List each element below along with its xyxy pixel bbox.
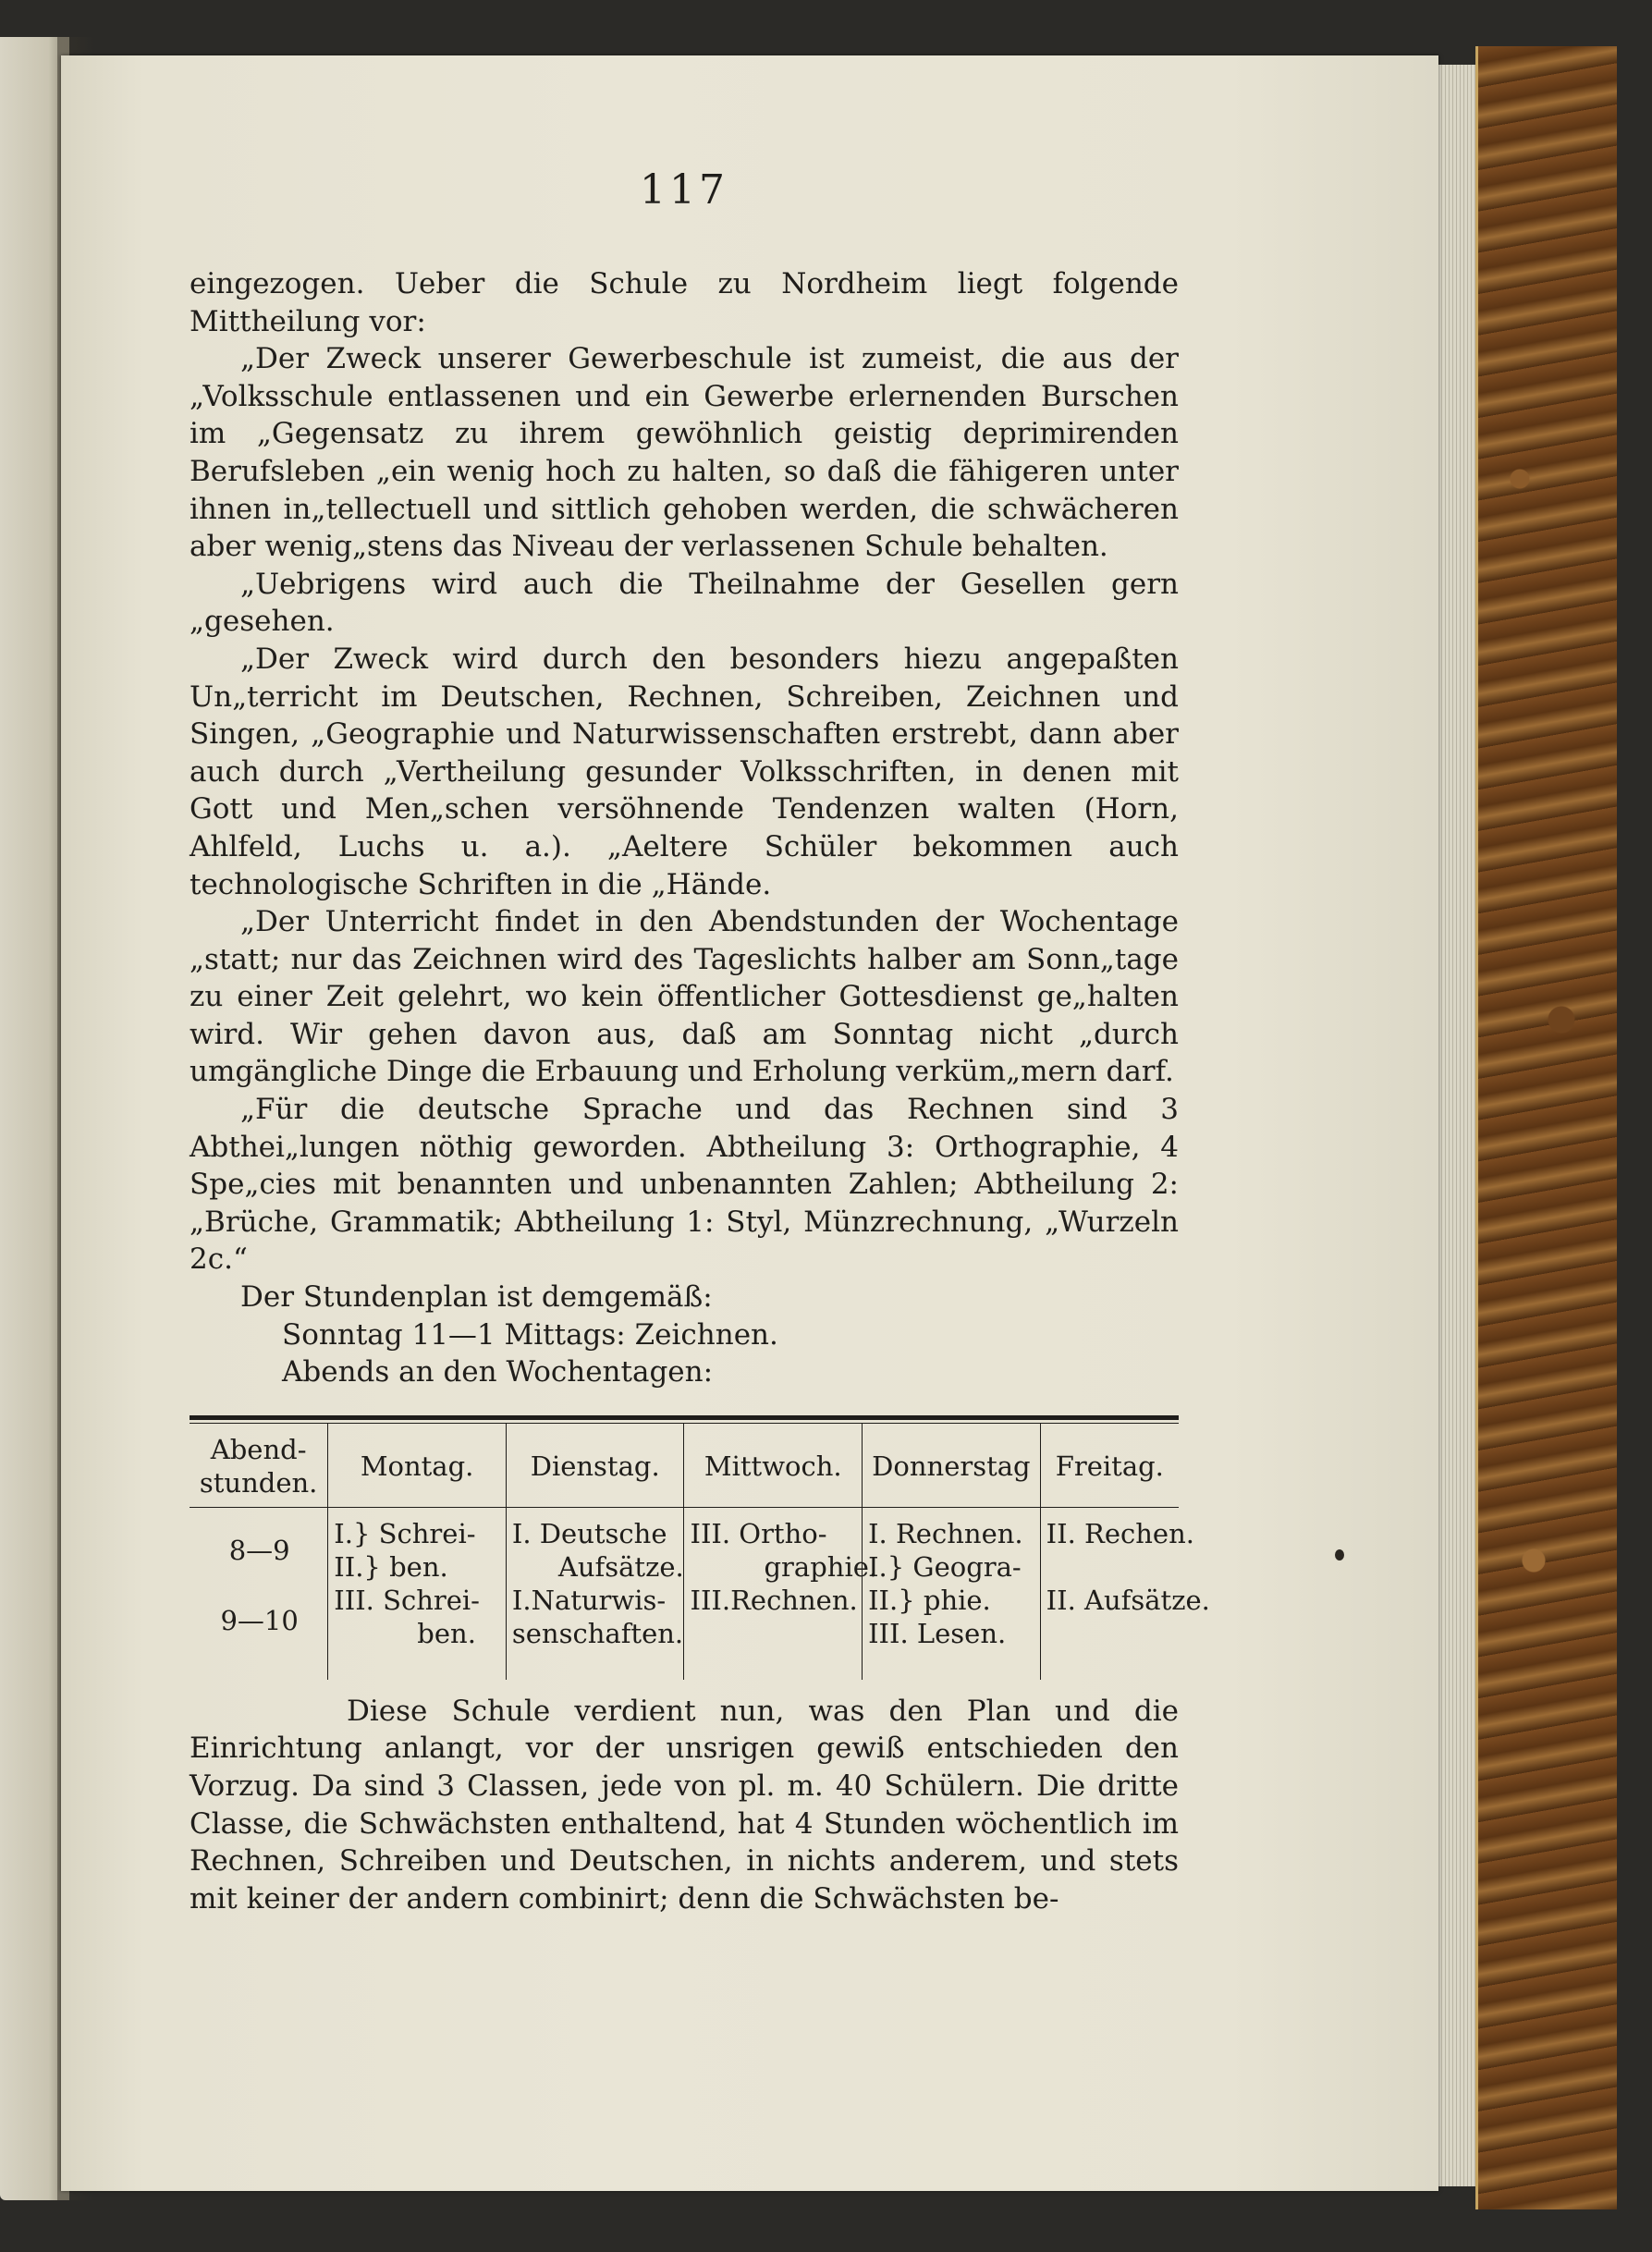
cell-hours bbox=[190, 1507, 328, 1680]
page-content bbox=[190, 166, 1210, 1917]
cell-dienstag bbox=[506, 1507, 684, 1680]
donnerstag-line: III. Lesen. bbox=[868, 1617, 1007, 1649]
cell-freitag bbox=[1040, 1507, 1210, 1680]
freitag-line: II. Aufsätze. bbox=[1046, 1584, 1210, 1616]
dienstag-line: I.Naturwis- bbox=[511, 1584, 667, 1616]
donnerstag-line: II.} phie. bbox=[868, 1584, 991, 1616]
freitag-line: II. Rechen. bbox=[1046, 1517, 1194, 1549]
header-donnerstag: Donnerstag bbox=[863, 1424, 1041, 1508]
weekday-line: Abends an den Wochentagen: bbox=[282, 1355, 714, 1389]
montag-line: III. Schrei- bbox=[334, 1584, 480, 1616]
page-number: 117 bbox=[640, 166, 728, 214]
ink-spot bbox=[1335, 1549, 1344, 1560]
paragraph-intro: eingezogen. Ueber die Schule zu Nordheim liegt folgende Mittheilung vor: bbox=[190, 267, 1179, 338]
header-abendstunden: Abendstunden. bbox=[190, 1424, 328, 1508]
montag-line: ben. bbox=[417, 1617, 476, 1649]
dienstag-line: I. Deutsche bbox=[511, 1517, 667, 1549]
mittwoch-line: III.Rechnen. bbox=[690, 1584, 858, 1616]
donnerstag-line: I.} Geogra- bbox=[868, 1550, 1022, 1583]
dienstag-line: Aufsätze. bbox=[557, 1550, 684, 1583]
montag-line: II.} ben. bbox=[334, 1550, 448, 1583]
header-dienstag: Dienstag. bbox=[506, 1424, 684, 1508]
table-rule-top bbox=[190, 1415, 1179, 1420]
montag-line: I.} Schrei- bbox=[334, 1517, 476, 1549]
header-freitag: Freitag. bbox=[1040, 1424, 1179, 1508]
paragraph-quote-divisions: „Für die deutsche Sprache und das Rechnen sind 3 Abthei„lungen nöthig geworden. Abtheilung 3: Orthographie, 4 Spe„cies mit benannten und unbenannten Zahlen; Abtheilung 2: „Brüche, Grammatik; Abtheilung 1: Styl, Münzrechnung, „Wurzeln 2c.“ bbox=[190, 1093, 1179, 1277]
mittwoch-line: III. Ortho- bbox=[690, 1517, 827, 1549]
hour-8-9: 8—9 bbox=[228, 1534, 290, 1566]
cell-mittwoch bbox=[684, 1507, 878, 1680]
table-header-row bbox=[190, 1424, 1179, 1508]
table-row bbox=[190, 1507, 1179, 1680]
paragraph-quote-purpose: „Der Zweck unserer Gewerbeschule ist zumeist, die aus der „Volksschule entlassenen und ein Gewerbe erlernenden Burschen im „Gegensatz zu ihrem gewöhnlich geistig deprimirenden Berufsleben „ein wenig hoch zu halten, so daß die fähigeren unter ihnen in„tellectuell und sittlich gehoben werden, die schwächeren aber wenig„stens das Niveau der verlassenen Schule behalten. bbox=[190, 342, 1179, 564]
cell-montag bbox=[328, 1507, 507, 1680]
header-mittwoch: Mittwoch. bbox=[684, 1424, 863, 1508]
header-montag: Montag. bbox=[328, 1424, 507, 1508]
dienstag-line: senschaften. bbox=[511, 1617, 684, 1649]
donnerstag-line: I. Rechnen. bbox=[868, 1517, 1023, 1549]
schedule-intro: Der Stundenplan ist demgemäß: bbox=[240, 1280, 713, 1315]
mittwoch-line: graphie. bbox=[764, 1550, 878, 1583]
paragraph-quote-journeymen: „Uebrigens wird auch die Theilnahme der Gesellen gern „gesehen. bbox=[190, 567, 1179, 639]
book-cover bbox=[1475, 46, 1617, 2209]
hour-9-10: 9—10 bbox=[220, 1604, 299, 1636]
cell-donnerstag bbox=[863, 1507, 1041, 1680]
schedule-table-wrap bbox=[190, 1415, 1210, 1680]
paragraph-quote-subjects: „Der Zweck wird durch den besonders hiezu angepaßten Un„terricht im Deutschen, Rechnen, Schreiben, Zeichnen und Singen, „Geographie und Naturwissenschaften erstrebt, dann aber auch durch „Vertheilung gesunder Volksschriften, in denen mit Gott und Men„schen versöhnende Tendenzen walten (Horn, Ahlfeld, Luchs u. a.). „Aeltere Schüler bekommen auch technologische Schriften in die „Hände. bbox=[190, 642, 1179, 901]
sunday-line: Sonntag 11—1 Mittags: Zeichnen. bbox=[282, 1317, 778, 1352]
paragraph-quote-timing: „Der Unterricht findet in den Abendstunden der Wochentage „statt; nur das Zeichnen wird des Tageslichts halber am Sonn„tage zu einer Zeit gelehrt, wo kein öffentlicher Gottesdienst ge„halten wird. Wir gehen davon aus, daß am Sonntag nicht „durch umgängliche Dinge die Erbauung und Erholung verküm„mern darf. bbox=[190, 905, 1179, 1089]
paragraph-closing: Diese Schule verdient nun, was den Plan und die Einrichtung anlangt, vor der unsrigen gewiß entschieden den Vorzug. Da sind 3 Classen, jede von pl. m. 40 Schülern. Die dritte Classe, die Schwächsten enthaltend, hat 4 Stunden wöchentlich im Rechnen, Schreiben und Deutschen, in nichts anderem, und stets mit keiner der andern combinirt; denn die Schwächsten be- bbox=[190, 1694, 1179, 1915]
schedule-table bbox=[190, 1424, 1210, 1680]
